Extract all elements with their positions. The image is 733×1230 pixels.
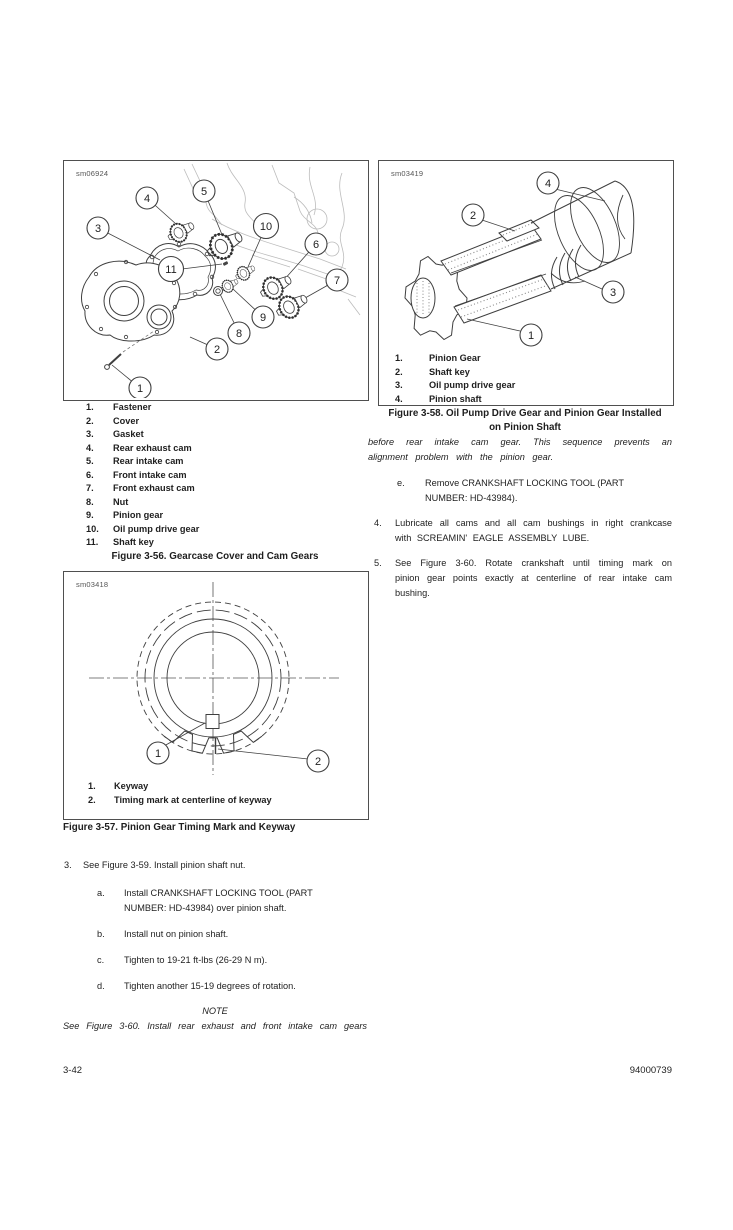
callout-4 — [537, 172, 559, 194]
legend-item: 3. Gasket — [86, 429, 144, 439]
svg-text:8: 8 — [235, 327, 243, 340]
figure-3-58-caption — [378, 407, 672, 435]
substep-b-letter: b. — [97, 929, 105, 939]
callout-3 — [602, 281, 624, 303]
figure-3-57-caption: Figure 3-57. Pinion Gear Timing Mark and Keyway — [63, 822, 296, 833]
substep-a-text: Install CRANKSHAFT LOCKING TOOL (PART NUMBER: HD-43984) over pinion shaft. — [124, 888, 313, 913]
substep-e-text: Remove CRANKSHAFT LOCKING TOOL (PART NUMBER: HD-43984). — [425, 478, 624, 503]
svg-text:1: 1 — [527, 329, 535, 342]
callout-6 — [305, 233, 327, 255]
figure-3-57-id-label: sm03418 — [76, 580, 109, 589]
legend-item: 9. Pinion gear — [86, 510, 164, 520]
legend-item: 2. Shaft key — [395, 366, 470, 377]
callout-1 — [147, 742, 169, 764]
substep-e-letter: e. — [397, 478, 405, 488]
callout-1 — [520, 324, 542, 346]
step-4-number: 4. — [374, 518, 382, 528]
legend-item: 11. Shaft key — [86, 537, 154, 547]
figure-3-56-drawing — [64, 161, 366, 398]
callout-4 — [136, 187, 158, 209]
step-3-text: See Figure 3-59. Install pinion shaft nut. — [83, 860, 246, 870]
footer-doc-number: 94000739 — [629, 1065, 672, 1076]
callout-2 — [462, 204, 484, 226]
shaft-key-part — [223, 261, 229, 266]
substep-c-text: Tighten to 19-21 ft-lbs (26-29 N m). — [124, 955, 268, 965]
svg-text:11: 11 — [165, 263, 177, 276]
svg-text:2: 2 — [213, 343, 221, 356]
callout-7 — [326, 269, 348, 291]
figure-3-58-box — [378, 160, 674, 406]
oil-pump-drive-gear-ribs — [551, 245, 585, 289]
substep-b-text: Install nut on pinion shaft. — [124, 929, 229, 939]
legend-item: 6. Front intake cam — [86, 469, 187, 480]
figure-3-58-drawing — [379, 161, 671, 351]
step-5-number: 5. — [374, 558, 382, 568]
footer-page-number: 3-42 — [63, 1065, 83, 1076]
pinion-shaft-body — [531, 177, 634, 289]
figure-3-56-legend — [86, 401, 199, 550]
callout-9 — [252, 306, 274, 328]
cutaway-lower-wall — [454, 275, 551, 323]
svg-text:4: 4 — [143, 192, 151, 205]
legend-item: 7. Front exhaust cam — [86, 483, 195, 493]
nut-part — [214, 287, 223, 296]
legend-item: 1. Pinion Gear — [395, 353, 481, 363]
callout-3 — [87, 217, 109, 239]
note-text-left: See Figure 3-60. Install rear exhaust and front intake cam gears — [63, 1021, 367, 1031]
callout-8 — [228, 322, 250, 344]
legend-item: 2. Timing mark at centerline of keyway — [88, 794, 272, 805]
svg-text:2: 2 — [469, 209, 477, 222]
figure-3-56-box — [63, 160, 369, 401]
callout-10 — [254, 214, 279, 239]
callout-2 — [206, 338, 228, 360]
note-runover-text: before rear intake cam gear. This sequence prevents an alignment problem with the pinion gear. — [368, 437, 672, 462]
legend-item: 4. Rear exhaust cam — [86, 442, 192, 453]
legend-item: 1. Fastener — [86, 402, 152, 412]
figure-3-57-box — [63, 571, 369, 820]
figure-3-56-caption: Figure 3-56. Gearcase Cover and Cam Gears — [111, 551, 319, 562]
step-3-number: 3. — [64, 860, 72, 870]
svg-text:9: 9 — [259, 311, 267, 324]
callout-1 — [129, 377, 151, 398]
legend-item: 4. Pinion shaft — [395, 393, 482, 404]
legend-item: 1. Keyway — [88, 781, 149, 791]
svg-text:6: 6 — [312, 238, 320, 251]
callout-11 — [159, 257, 184, 282]
svg-text:3: 3 — [94, 222, 102, 235]
svg-text:1: 1 — [136, 382, 144, 395]
legend-item: 3. Oil pump drive gear — [395, 380, 516, 390]
legend-item: 5. Rear intake cam — [86, 456, 184, 466]
svg-text:10: 10 — [259, 220, 273, 233]
substep-a-letter: a. — [97, 888, 105, 898]
svg-text:7: 7 — [333, 274, 341, 287]
callout-balloons — [147, 742, 329, 772]
keyway-notch — [206, 715, 219, 729]
figure-3-58-caption-line2: on Pinion Shaft — [489, 422, 561, 433]
svg-text:1: 1 — [154, 747, 162, 760]
callout-5 — [193, 180, 215, 202]
svg-text:3: 3 — [609, 286, 617, 299]
svg-text:4: 4 — [544, 177, 552, 190]
note-heading: NOTE — [202, 1006, 228, 1016]
svg-text:2: 2 — [314, 755, 322, 768]
legend-item: 8. Nut — [86, 496, 129, 507]
figure-3-58-caption-line1: Figure 3-58. Oil Pump Drive Gear and Pinion Gear Installed — [388, 408, 662, 419]
figure-3-58-legend — [395, 352, 515, 406]
legend-item: 2. Cover — [86, 415, 140, 426]
shaft-section-front — [411, 278, 435, 318]
step-4-text: Lubricate all cams and all cam bushings in right crankcase with SCREAMIN' EAGLE ASSEMBLY LUBE. — [395, 518, 672, 543]
svg-text:5: 5 — [200, 185, 208, 198]
legend-item: 10. Oil pump drive gear — [86, 523, 200, 534]
figure-3-56-id-label: sm06924 — [76, 169, 109, 178]
substep-d-text: Tighten another 15-19 degrees of rotation. — [124, 981, 296, 991]
figure-3-58-id-label: sm03419 — [391, 169, 424, 178]
substep-d-letter: d. — [97, 981, 105, 991]
substep-c-letter: c. — [97, 955, 105, 965]
callout-2 — [307, 750, 329, 772]
step-5-text: See Figure 3-60. Rotate crankshaft until timing mark on pinion gear points exactly at centerline of rear intake cam bushing. — [395, 558, 672, 598]
callout-leader-lines — [164, 723, 308, 759]
figure-3-57-legend — [88, 780, 272, 807]
